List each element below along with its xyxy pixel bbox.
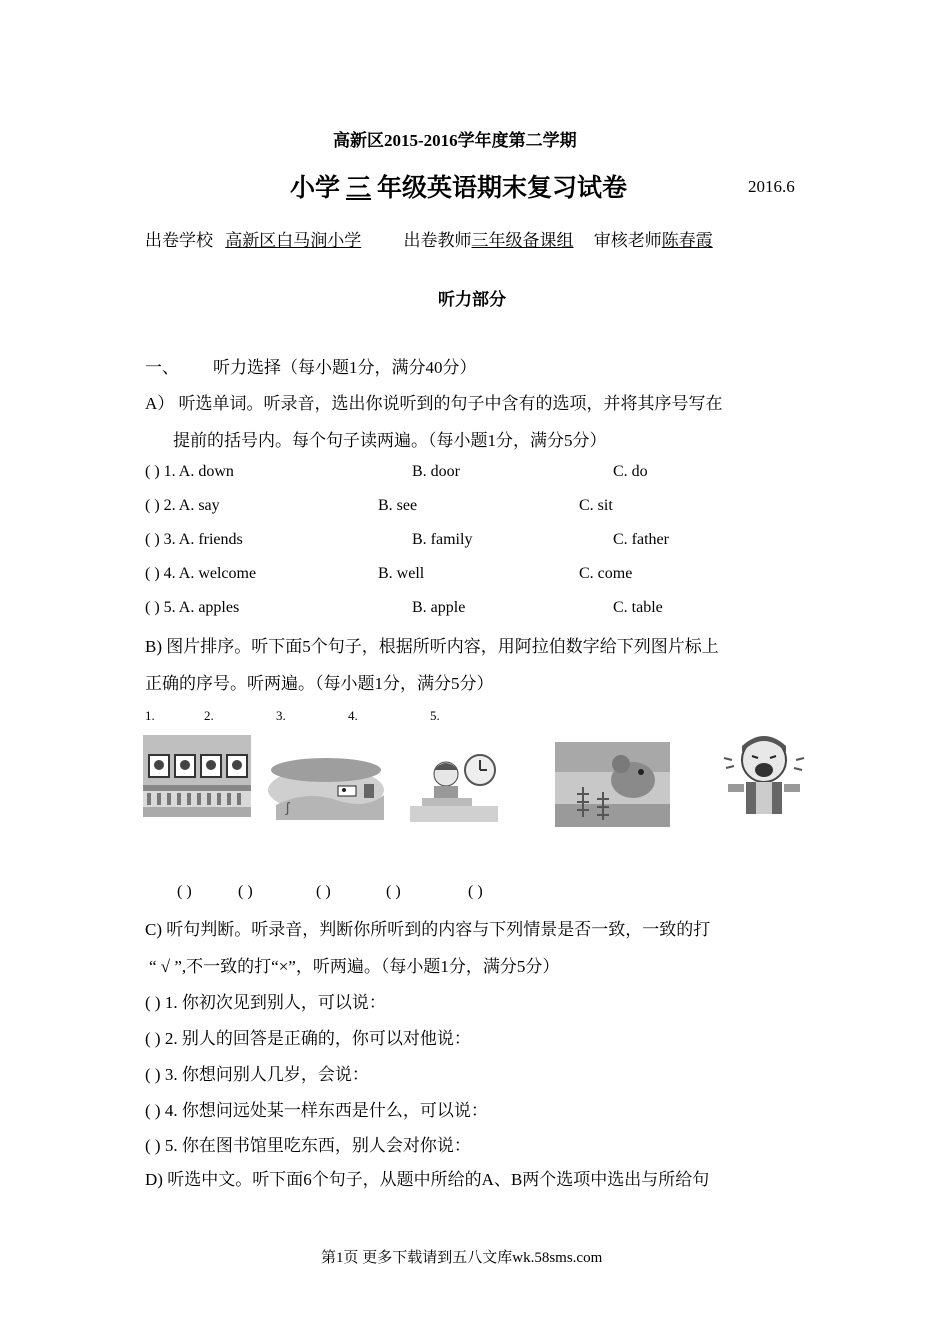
exam-title (290, 168, 627, 204)
answer-bracket[interactable]: ( ) (386, 883, 401, 900)
answer-bracket[interactable]: ( ) (177, 883, 192, 900)
picture-cat-paintings (143, 735, 251, 817)
partA-q5-c: C. table (613, 599, 663, 616)
partA-q4-c: C. come (579, 565, 633, 582)
answer-bracket[interactable]: ( ) (316, 883, 331, 900)
section-title: 听力部分 (438, 290, 506, 309)
partD-instruction-1: D) 听选中文。听下面6个句子，从题中所给的A、B两个选项中选出与所给句 (145, 1170, 710, 1189)
partC-instruction-1: C) 听句判断。听录音，判断你所听到的内容与下列情景是否一致，一致的打 (145, 920, 711, 939)
picture-boy-clock (410, 752, 498, 822)
exam-date: 2016.6 (748, 177, 795, 196)
partC-item: ( ) 4. 你想问远处某一样东西是什么，可以说： (145, 1101, 488, 1120)
exam-info-line (145, 226, 713, 251)
partA-q3-c: C. father (613, 531, 669, 548)
picture-farm-landscape (266, 750, 388, 820)
partA-q1-c: C. do (613, 463, 648, 480)
partC-item: ( ) 5. 你在图书馆里吃东西，别人会对你说： (145, 1136, 471, 1155)
part1-number: 一、 (145, 358, 179, 377)
partA-instruction-1: A） 听选单词。听录音，选出你说听到的句子中含有的选项，并将其序号写在 (145, 394, 723, 413)
partA-q1: ( ) 1. A. down (145, 463, 234, 480)
page-footer: 第1页 更多下载请到五八文库wk.58sms.com (321, 1250, 603, 1266)
title-suffix: 年级英语期末复习试卷 (377, 175, 628, 202)
picture-crying-boy (720, 728, 808, 820)
partA-q4-b: B. well (378, 565, 425, 582)
picture-number: 4. (348, 708, 358, 723)
answer-bracket[interactable]: ( ) (238, 883, 253, 900)
reviewer-label: 审核老师 (593, 231, 662, 250)
answer-bracket[interactable]: ( ) (468, 883, 483, 900)
partB-instruction-2: 正确的序号。听两遍。（每小题1分，满分5分） (145, 674, 494, 693)
partC-item: ( ) 1. 你初次见到别人，可以说： (145, 993, 386, 1012)
picture-number: 3. (276, 708, 286, 723)
partA-q2-b: B. see (378, 497, 418, 514)
picture-number: 5. (430, 708, 440, 723)
svg-text:ʃ: ʃ (286, 799, 290, 815)
partA-q3: ( ) 3. A. friends (145, 531, 243, 548)
picture-mouse-fish (555, 742, 670, 827)
title-grade: 三 (346, 175, 372, 202)
partA-q4: ( ) 4. A. welcome (145, 565, 257, 582)
teacher-label: 出卷教师 (403, 231, 472, 250)
partB-instruction-1: B) 图片排序。听下面5个句子，根据所听内容，用阿拉伯数字给下列图片标上 (145, 637, 719, 656)
picture-number: 2. (204, 708, 214, 723)
partA-q5-b: B. apple (412, 599, 466, 616)
partA-q2: ( ) 2. A. say (145, 497, 220, 514)
partC-item: ( ) 2. 别人的回答是正确的，你可以对他说： (145, 1029, 471, 1048)
partA-q3-b: B. family (412, 531, 473, 548)
reviewer-value: 陈春霞 (661, 231, 713, 250)
school-label: 出卷学校 (145, 231, 213, 250)
partA-q1-b: B. door (412, 463, 460, 480)
picture-number: 1. (145, 708, 155, 723)
partA-instruction-2: 提前的括号内。每个句子读两遍。（每小题1分，满分5分） (173, 431, 607, 450)
title-prefix: 小学 (290, 175, 341, 202)
partC-instruction-2: “ √ ”,不一致的打“×”，听两遍。（每小题1分，满分5分） (149, 957, 560, 976)
teacher-value: 三年级备课组 (471, 231, 574, 250)
exam-header-term: 高新区2015-2016学年度第二学期 (333, 131, 577, 150)
partA-q5: ( ) 5. A. apples (145, 599, 240, 616)
partC-item: ( ) 3. 你想问别人几岁，会说： (145, 1065, 369, 1084)
part1-title: 听力选择（每小题1分，满分40分） (213, 358, 477, 377)
partA-q2-c: C. sit (579, 497, 613, 514)
school-value: 高新区白马涧小学 (225, 231, 362, 250)
